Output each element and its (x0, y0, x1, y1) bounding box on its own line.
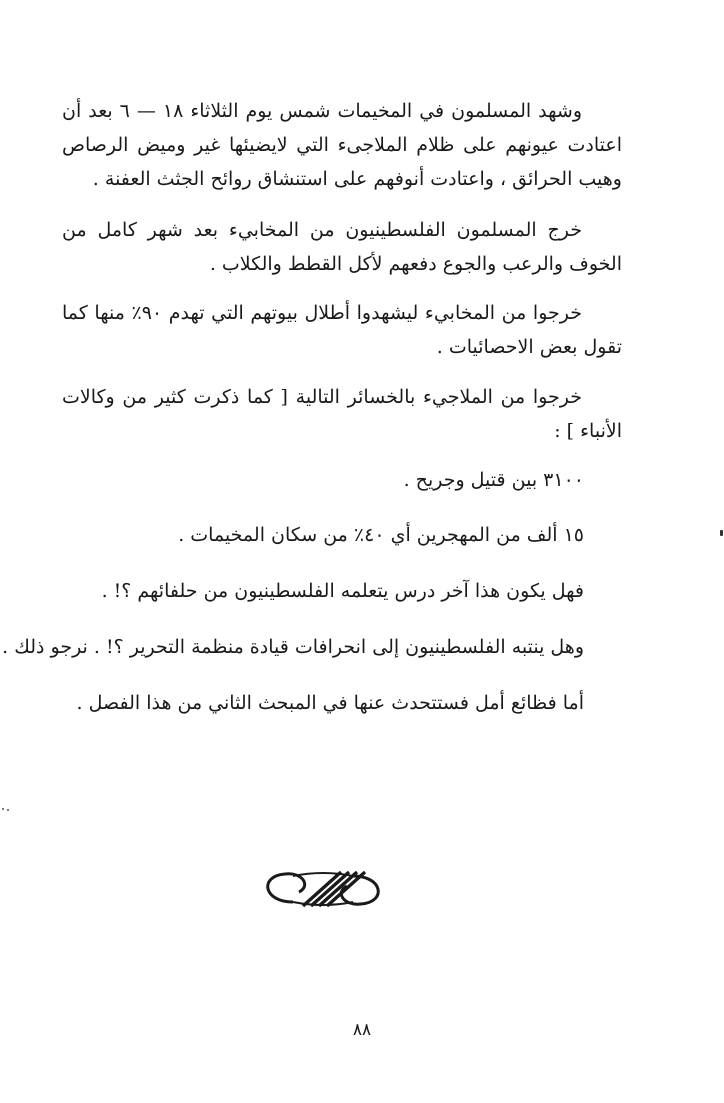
flourish-ornament-icon (253, 862, 393, 916)
paragraph-3: خرجوا من المخابيء ليشهدوا أطلال بيوتهم التي تهدم ٩٠٪ منها كما تقول بعض الاحصائيات . (62, 302, 622, 358)
scan-speck (720, 530, 723, 536)
scan-speck (2, 808, 10, 811)
question-line-2: وهل ينتبه الفلسطينيون إلى انحرافات قيادة منظمة التحرير ؟! . نرجو ذلك . (2, 636, 584, 658)
question-line-1: فهل يكون هذا آخر درس يتعلمه الفلسطينيون من حلفائهم ؟! . (101, 580, 584, 602)
list-item: ١٥ ألف من المهجرين أي ٤٠٪ من سكان المخيمات . (178, 524, 584, 546)
page-number: ٨٨ (352, 1020, 372, 1040)
closing-line: أما فظائع أمل فستتحدث عنها في المبحث الثاني من هذا الفصل . (76, 692, 584, 714)
list-item: ٣١٠٠ بين قتيل وجريح . (403, 469, 584, 491)
paragraph-2: خرج المسلمون الفلسطينيون من المخابيء بعد شهر كامل من الخوف والرعب والجوع دفعهم لأكل القطط والكلاب . (62, 219, 622, 275)
paragraph-4: خرجوا من الملاجيء بالخسائر التالية [ كما ذكرت كثير من وكالات الأنباء ] : (62, 386, 622, 442)
paragraph-1: وشهد المسلمون في المخيمات شمس يوم الثلاثاء ١٨ — ٦ بعد أن اعتادت عيونهم على ظلام الملاجىء التي لايضيئها غير وميض الرصاص وهيب الحرائق ، واعتادت أنوفهم على استنشاق روائح الجثث العفنة . (62, 100, 622, 190)
